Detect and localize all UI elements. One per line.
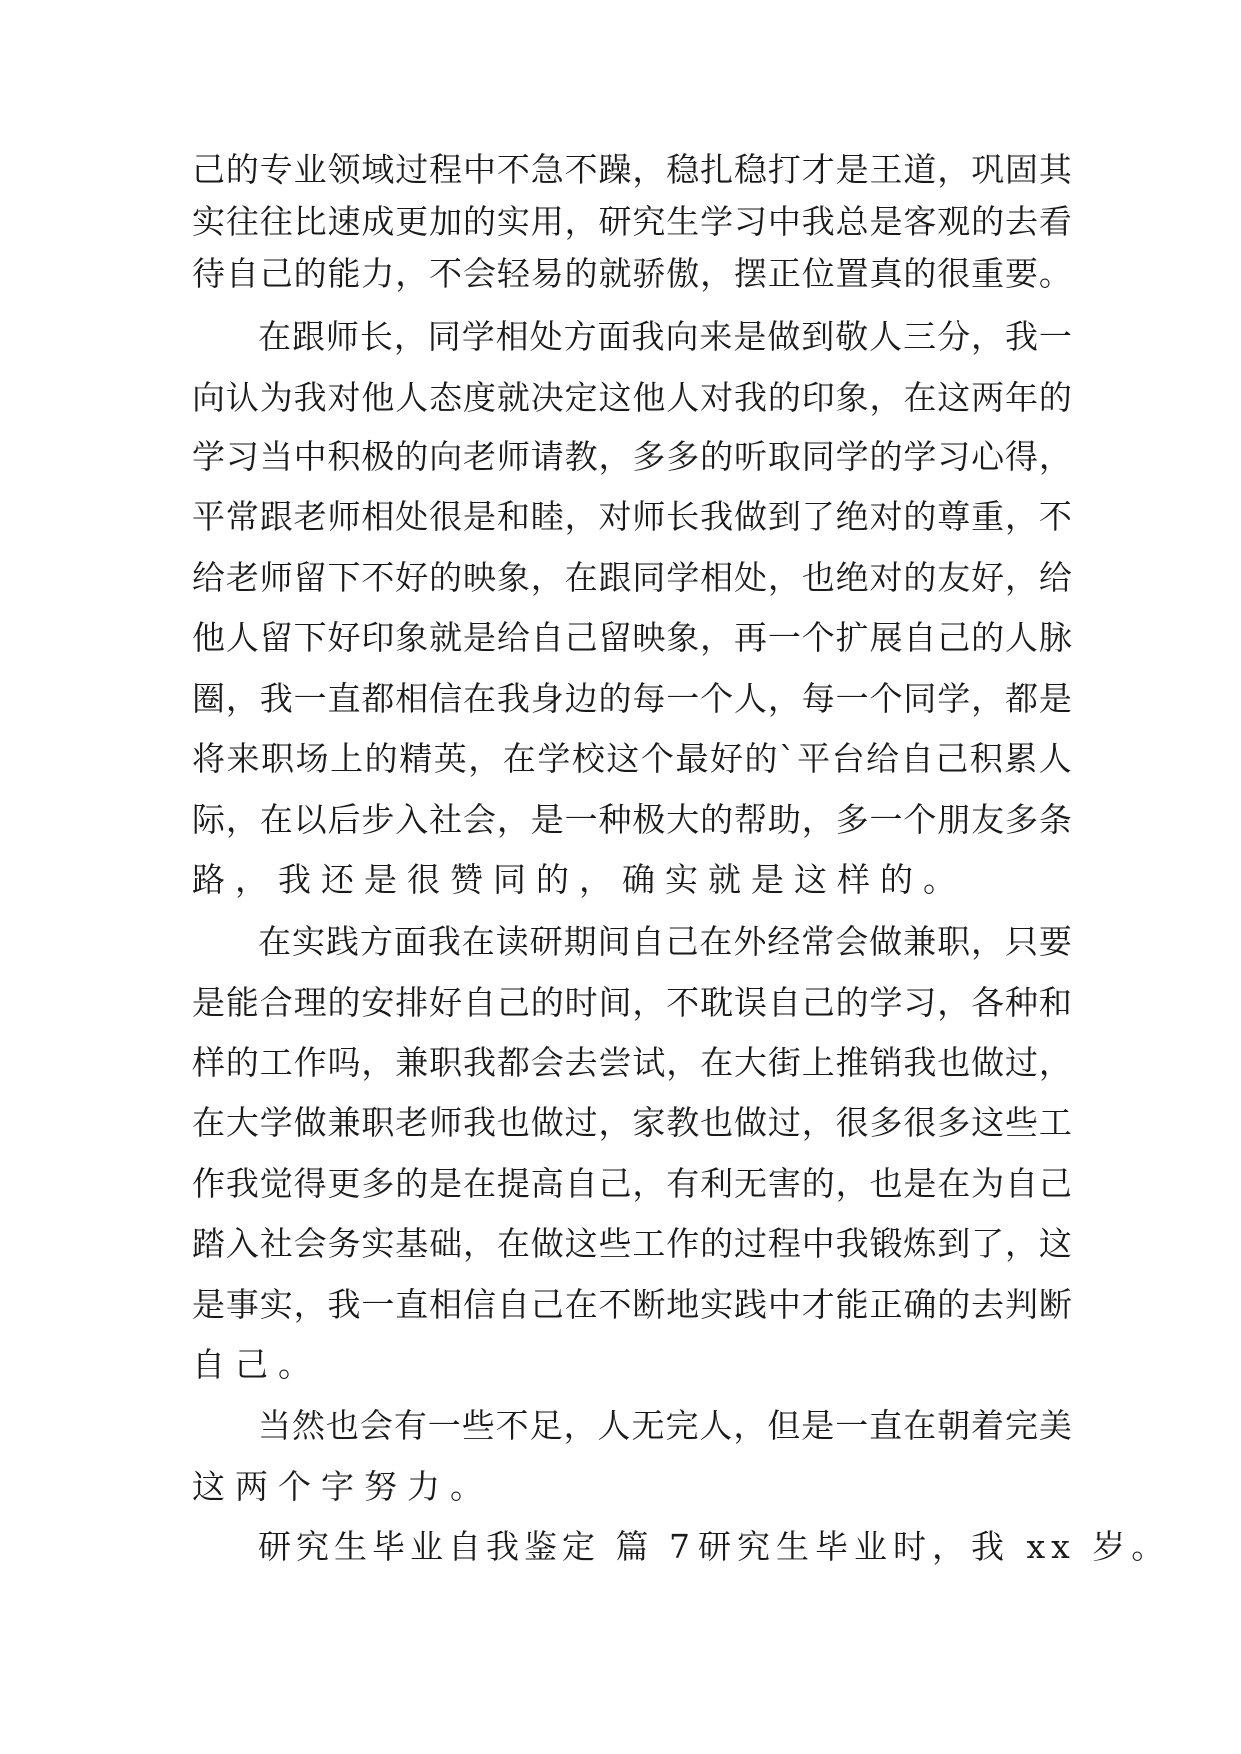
text-line: 在 大 学 做 兼 职 老 师 我 也 做 过 ， 家 教 也 做 过 ， 很 多 很 多 这 些 工: [192, 1103, 1072, 1142]
text-line: 在 跟 师 长 ， 同 学 相 处 方 面 我 向 来 是 做 到 敬 人 三 分 ， 我 一: [258, 317, 1072, 356]
section-first-sentence: 研究生毕业时，我 xx 岁。: [698, 1527, 1171, 1566]
text-line: 是 能 合 理 的 安 排 好 自 己 的 时 间 ， 不 耽 误 自 己 的 学 习 ， 各 种 和: [192, 983, 1072, 1022]
text-line: 学 习 当 中 积 极 的 向 老 师 请 教 ， 多 多 的 听 取 同 学 的 学 习 心 得 ，: [192, 437, 1072, 476]
text-line: 在 实 践 方 面 我 在 读 研 期 间 自 己 在 外 经 常 会 做 兼 职 ， 只 要: [258, 922, 1072, 961]
text-line: 路，我还是很赞同的，确实就是这样的。: [192, 860, 966, 899]
text-line: 自己。: [192, 1345, 321, 1384]
text-line: 是 事 实 ， 我 一 直 相 信 自 己 在 不 断 地 实 践 中 才 能 正 确 的 去 判 断: [192, 1285, 1072, 1324]
text-line: 样 的 工 作 吗 ， 兼 职 我 都 会 去 尝 试 ， 在 大 街 上 推 销 我 也 做 过 ，: [192, 1043, 1072, 1082]
text-line: 实 往 往 比 速 成 更 加 的 实 用 ， 研 究 生 学 习 中 我 总 是 客 观 的 去 看: [192, 202, 1072, 241]
text-line: 踏 入 社 会 务 实 基 础 ， 在 做 这 些 工 作 的 过 程 中 我 锻 炼 到 了 ， 这: [192, 1224, 1072, 1263]
section-heading: 研究生毕业自我鉴定 篇 7: [258, 1527, 695, 1566]
text-line: 向 认 为 我 对 他 人 态 度 就 决 定 这 他 人 对 我 的 印 象 ， 在 这 两 年 的: [192, 378, 1072, 417]
text-line: 际 ， 在 以 后 步 入 社 会 ， 是 一 种 极 大 的 帮 助 ， 多 一 个 朋 友 多 条: [192, 800, 1072, 839]
text-line: 当 然 也 会 有 一 些 不 足 ， 人 无 完 人 ， 但 是 一 直 在 朝 着 完 美: [258, 1406, 1072, 1445]
text-line: 将 来 职 场 上 的 精 英 ， 在 学 校 这 个 最 好 的 ` 平 台 给 自 己 积 累 人: [192, 739, 1072, 778]
text-line: 他 人 留 下 好 印 象 就 是 给 自 己 留 映 象 ， 再 一 个 扩 展 自 己 的 人 脉: [192, 618, 1072, 657]
section-heading-line: [258, 1522, 1171, 1572]
text-line: 己 的 专 业 领 域 过 程 中 不 急 不 躁 ， 稳 扎 稳 打 才 是 王 道 ， 巩 固 其: [192, 150, 1072, 189]
text-line: 作 我 觉 得 更 多 的 是 在 提 高 自 己 ， 有 利 无 害 的 ， 也 是 在 为 自 己: [192, 1164, 1072, 1203]
text-line: 这两个字努力。: [192, 1467, 493, 1506]
text-line: 待 自 己 的 能 力 ， 不 会 轻 易 的 就 骄 傲 ， 摆 正 位 置 真 的 很 重 要 。: [192, 254, 1072, 293]
text-line: 平 常 跟 老 师 相 处 很 是 和 睦 ， 对 师 长 我 做 到 了 绝 对 的 尊 重 ， 不: [192, 497, 1072, 536]
text-line: 圈 ， 我 一 直 都 相 信 在 我 身 边 的 每 一 个 人 ， 每 一 个 同 学 ， 都 是: [192, 679, 1072, 718]
text-line: 给 老 师 留 下 不 好 的 映 象 ， 在 跟 同 学 相 处 ， 也 绝 对 的 友 好 ， 给: [192, 558, 1072, 597]
